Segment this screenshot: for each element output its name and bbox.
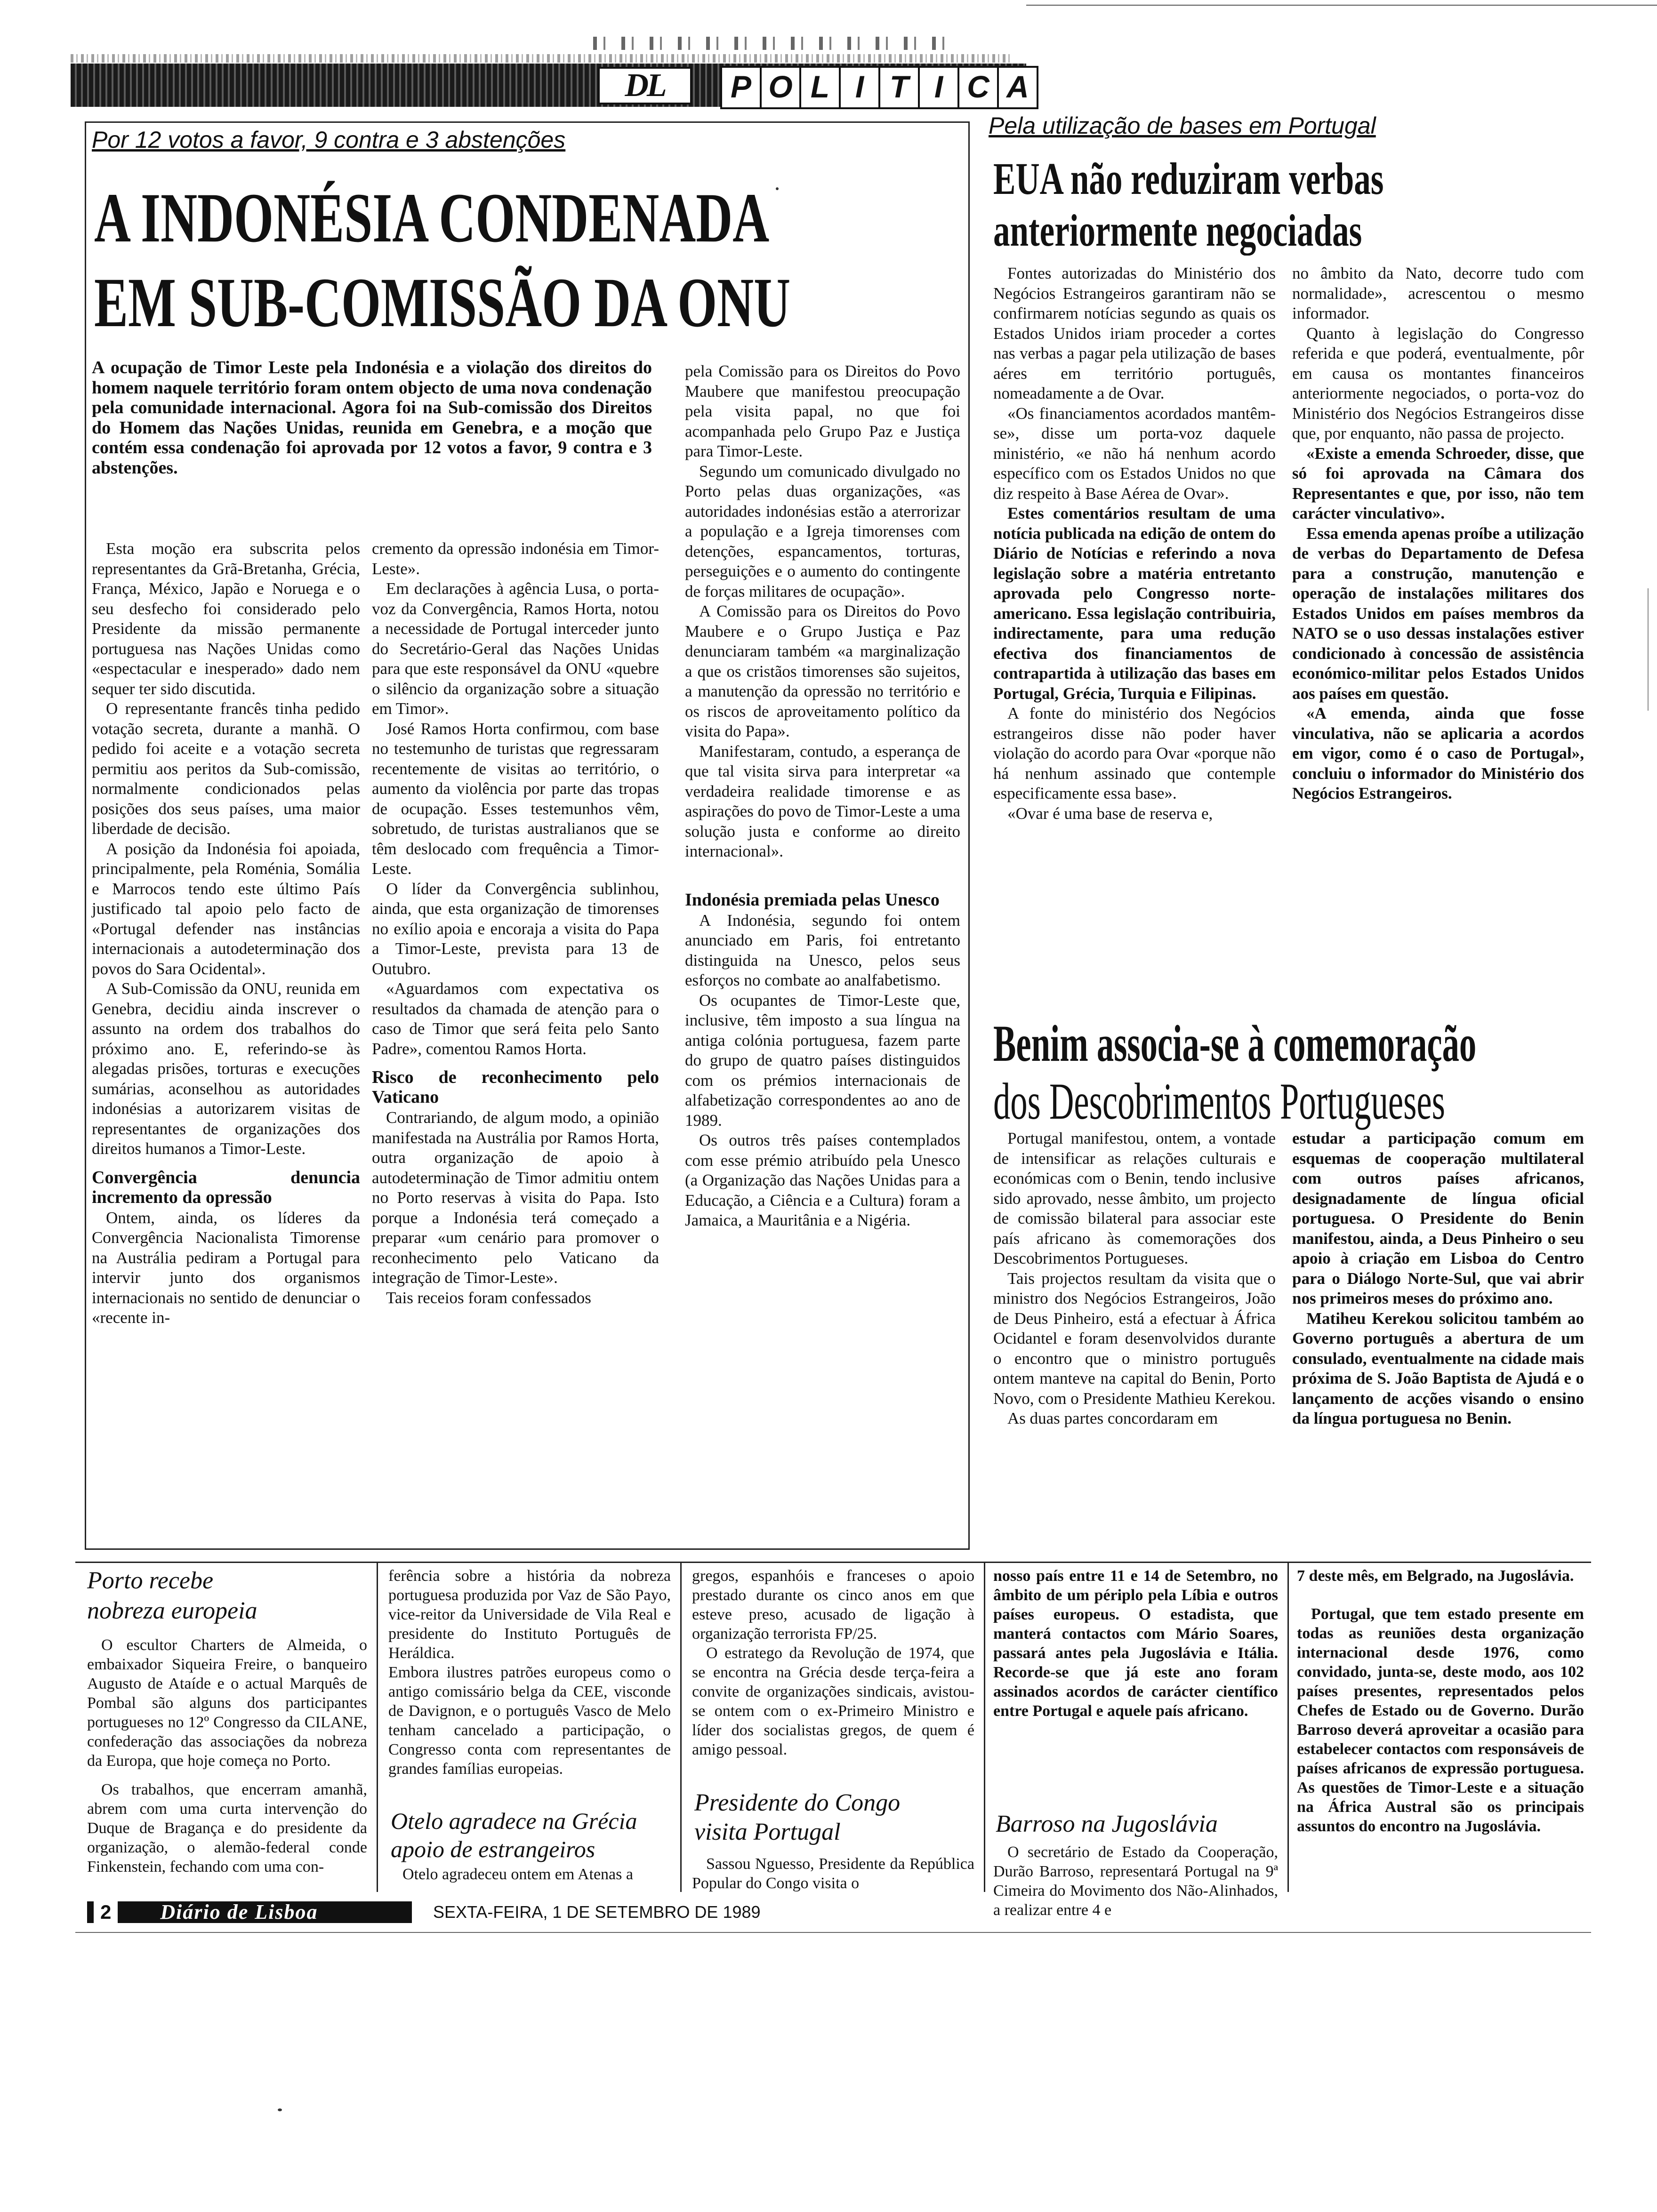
porto-headline-line2: nobreza europeia (87, 1597, 257, 1624)
scan-edge-mark (1648, 588, 1649, 711)
porto-headline-line1: Porto recebe (87, 1567, 214, 1594)
otelo-headline-line2: apoio de estrangeiros (391, 1836, 595, 1862)
main-paragraph: Tais receios foram confessados (386, 1288, 591, 1307)
main-paragraph: O líder da Convergência sublinhou, ainda, que esta organização de timorenses no exílio apoia e encoraja a visita do Papa a Timor-Leste, prevista para 13 de Outubro. (372, 879, 659, 978)
otelo-col-1 (388, 1865, 671, 1884)
main-paragraph: A Indonésia, segundo foi ontem anunciado em Paris, foi entretanto distinguida na Unesco, pelos seus esforços no combate ao analfabetismo. (685, 911, 960, 989)
section-letter: I (920, 68, 959, 107)
main-paragraph: Ontem, ainda, os líderes da Convergência Nacionalista Timorense na Austrália pediram a Portugal para intervir junto dos organismos internacionais no sentido de denunciar o «recente in- (92, 1208, 360, 1327)
benim-paragraph: Matiheu Kerekou solicitou também ao Governo português a abertura de um consulado, eventualmente na cidade mais próxima de S. João Baptista de Ajudá e o lançamento de acções visando o ensino da língua portuguesa no Benin. (1292, 1309, 1584, 1427)
main-col-3 (685, 361, 960, 1231)
main-paragraph: Os outros três países contemplados com esse prémio atribuído pela Unesco (a Organização das Nações Unidas para a Educação, a Ciência e a Cultura) foram a Jamaica, a Mauritânia e a Nigéria. (685, 1131, 960, 1229)
benim-paragraph: estudar a participação comum em esquemas de cooperação multilateral com outros países africanos, designadamente de língua oficial portuguesa. O Presidente do Benin manifestou, ainda, a Deus Pinheiro o seu apoio à criação em Lisboa do Centro para o Diálogo Norte-Sul, que vai abrir nos primeiros meses do próximo ano. (1292, 1129, 1584, 1307)
porto-col-1 (87, 1635, 367, 1876)
main-paragraph: Manifestaram, contudo, a esperança de que tal visita sirva para interpretar «a verdadeira realidade timorense e as aspirações do povo de Timor-Leste a uma solução justa e conforme ao direito internacional». (685, 742, 960, 860)
footer-bar (87, 1901, 412, 1923)
benim-paragraph: Portugal manifestou, ontem, a vontade de intensificar as relações culturais e económicas com o Benin, tendo inclusive sido aprovado, nesse âmbito, um projecto de comissão bilateral para associar este país africano às comemorações dos Descobrimentos Portugueses. (993, 1129, 1276, 1267)
benim-col-2 (1292, 1129, 1584, 1429)
masthead-logo (598, 67, 692, 104)
barroso-paragraph: Portugal, que tem estado presente em todas as reuniões desta organização internacional desde 1976, como convidado, junta-se, deste modo, aos 102 países presentes, representados pelos Chefes de Estado ou de Governo. Durão Barroso deverá aproveitar a ocasião para estabelecer contactos com responsáveis de países africanos de expressão portuguesa. As questões de Timor-Leste e a situação na África Austral são os principais assuntos do encontro na Jugoslávia. (1297, 1605, 1584, 1835)
eua-paragraph: «Ovar é uma base de reserva e, (1007, 804, 1213, 823)
eua-col-1 (993, 264, 1276, 824)
main-headline-line2: EM SUB-COMISSÃO DA ONU (94, 264, 791, 342)
eua-col-2 (1292, 264, 1584, 804)
benim-col-1 (993, 1129, 1276, 1429)
footer-rule (75, 1932, 1591, 1933)
barroso-paragraph: O secretário de Estado da Cooperação, Durão Barroso, representará Portugal na 9ª Cimeira do Movimento dos Não-Alinhados, a realizar entre 4 e (993, 1843, 1278, 1919)
footer-paper-name: Diário de Lisboa (160, 1900, 318, 1923)
section-letter: T (880, 68, 920, 107)
main-paragraph: A posição da Indonésia foi apoiada, principalmente, pela Roménia, Somália e Marrocos tendo este último País justificado tal apoio pelo facto de «Portugal defender nas instâncias internacionais a autodeterminação dos povos do Sara Ocidental». (92, 839, 360, 978)
section-letter: L (801, 68, 841, 107)
masthead-logo-text: DL (625, 67, 665, 104)
porto-paragraph: O escultor Charters de Almeida, o embaixador Siqueira Freire, o banqueiro Augusto de Ataíde e o actual Marquês de Pombal são alguns dos participantes portugueses no 12º Congresso da CILANE, confederação das associações da nobreza da Europa, que hoje começa no Porto. (87, 1636, 367, 1770)
otelo-headline-line1: Otelo agradece na Grécia (391, 1808, 637, 1834)
benim-paragraph: As duas partes concordaram em (1007, 1409, 1218, 1427)
otelo-paragraph: O estratego da Revolução de 1974, que se encontra na Grécia desde terça-feira a convite de organizações sindicais, avistou-se ontem com o ex-Primeiro Ministro e líder dos socialistas gregos, de quem é amigo pessoal. (692, 1644, 974, 1758)
section-letter: P (722, 68, 762, 107)
main-paragraph: O representante francês tinha pedido votação secreta, durante a manhã. O pedido foi aceite e a votação secreta permitiu aos peritos da Sub-comissão, normalmente condicionados pelas posições dos seus países, uma maior liberdade de decisão. (92, 699, 360, 838)
porto-paragraph: ferência sobre a história da nobreza portuguesa produzida por Vaz de São Payo, vice-reitor da Universidade de Vila Real e presidente do Instituto Português de Heráldica. (388, 1567, 671, 1662)
top-right-rule (1026, 5, 1657, 6)
page-number: 2 (94, 1901, 118, 1923)
main-paragraph: pela Comissão para os Direitos do Povo Maubere que manifestou preocupação pela visita papal, no que foi acompanhada pelo Grupo Paz e Justiça para Timor-Leste. (685, 362, 960, 460)
scan-speck (776, 187, 779, 190)
barroso-col-1 (993, 1843, 1278, 1920)
main-paragraph: «Aguardamos com expectativa os resultados da chamada de atenção para o caso de Timor que será feita pelo Santo Padre», comentou Ramos Horta. (372, 979, 659, 1058)
main-subhead: Indonésia premiada pelas Unesco (685, 890, 940, 910)
main-paragraph: A Comissão para os Direitos do Povo Maubere e o Grupo Justiça e Paz denunciaram também «a marginalização a que os cristãos timorenses são sujeitos, a manutenção da opressão no território e os riscos de aproveitamento político da visita do Papa». (685, 602, 960, 740)
section-label (720, 66, 1038, 109)
eua-paragraph: «Existe a emenda Schroeder, disse, que só foi aprovada na Câmara dos Representantes e que, por isso, não tem carácter vinculativo». (1292, 444, 1584, 522)
eua-headline-line2: anteriormente negociadas (993, 205, 1362, 256)
footer-date: SEXTA-FEIRA, 1 DE SETEMBRO DE 1989 (433, 1902, 761, 1922)
eua-paragraph: no âmbito da Nato, decorre tudo com normalidade», acrescentou o mesmo informador. (1292, 264, 1584, 322)
scan-speck (278, 2108, 282, 2111)
otelo-col-2 (692, 1566, 974, 1759)
main-paragraph: Os ocupantes de Timor-Leste que, inclusive, têm imposto a sua língua na antiga colónia portuguesa, fazem parte do grupo de quatro países distinguidos com os prémios internacionais de alfabetização correspondentes ao ano de 1989. (685, 991, 960, 1130)
congo-paragraph: Sassou Nguesso, Presidente da República Popular do Congo visita o (692, 1855, 974, 1892)
congo-col-2 (993, 1566, 1278, 1721)
section-letter: C (959, 68, 999, 107)
eua-headline-line1: EUA não reduziram verbas (993, 153, 1384, 204)
porto-col-2 (388, 1566, 671, 1779)
barroso-paragraph: 7 deste mês, em Belgrado, na Jugoslávia. (1297, 1567, 1574, 1585)
eua-paragraph: Quanto à legislação do Congresso referida e que poderá, eventualmente, pôr em causa os montantes financeiros anteriormente negociados, o porta-voz do Ministério dos Negócios Estrangeiros disse que, por enquanto, não passa de projecto. (1292, 324, 1584, 442)
barroso-col-2 (1297, 1566, 1584, 1836)
section-letter: I (841, 68, 880, 107)
main-paragraph: José Ramos Horta confirmou, com base no testemunho de turistas que regressaram recentemente de visitas ao território, o aumento da violência por parte das tropas de ocupação. Esses testemunhos vêm, sobretudo, de turistas australianos que se têm deslocado com frequência a Timor-Leste. (372, 719, 659, 878)
eua-paragraph: Essa emenda apenas proíbe a utilização de verbas do Departamento de Defesa para a construção, manutenção e operação de instalações militares dos Estados Unidos em países membros da NATO se o uso dessas instalações estiver condicionado à concessão de assistência económico-militar pelos Estados Unidos aos países em questão. (1292, 524, 1584, 703)
header-top-smudge (593, 37, 951, 50)
otelo-paragraph: gregos, espanhóis e franceses o apoio prestado durante os cinco anos em que esteve preso, acusado de ligação à organização terrorista FP/25. (692, 1567, 974, 1643)
benim-paragraph: Tais projectos resultam da visita que o ministro dos Negócios Estrangeiros, João de Deus Pinheiro, está a efectuar à África Ocidantel e foram desenvolvidos durante o encontro que o ministro português ontem manteve na capital do Benin, Porto Novo, com o Presidente Mathieu Kerekou. (993, 1269, 1276, 1408)
bottom-col-divider (377, 1563, 378, 1892)
eua-paragraph: A fonte do ministério dos Negócios estrangeiros disse não poder haver violação do acordo para Ovar «porque não há nenhum assinado que contemple especificamente essa base». (993, 704, 1276, 802)
porto-paragraph: Embora ilustres patrões europeus como o antigo comissário belga da CEE, visconde de Davignon, e o português Vasco de Melo tenham cancelado a participação, o Congresso conta com representantes de grandes famílias europeias. (388, 1664, 671, 1778)
eua-paragraph: «A emenda, ainda que fosse vinculativa, não se aplicaria a acordos em vigor, como é o caso de Portugal», concluiu o informador do Ministério dos Negócios Estrangeiros. (1292, 704, 1584, 802)
section-letter: A (1006, 69, 1029, 104)
main-paragraph: A Sub-Comissão da ONU, reunida em Genebra, decidiu ainda inscrever o assunto na ordem dos trabalhos do próximo ano. E, referindo-se às alegadas prisões, torturas e execuções sumárias, aconselhou as autoridades indonésias a autorizarem visitas de representantes de organizações dos direitos humanos a Timor-Leste. (92, 979, 360, 1158)
congo-headline-line1: Presidente do Congo (694, 1789, 901, 1816)
main-paragraph: Esta moção era subscrita pelos representantes da Grã-Bretanha, Grécia, França, México, Japão e Noruega e o seu desfecho foi considerado pelo Presidente da missão permanente portuguesa nas Nações Unidas como «espectacular e inesperado» dado nem sequer ter sido discutida. (92, 539, 360, 698)
main-paragraph: Contrariando, de algum modo, a opinião manifestada na Austrália por Ramos Horta, outra organização de apoio à autodeterminação de Timor admitiu ontem no Porto reservas à visita do Papa. Isto porque a Indonésia terá começado a preparar «um cenário para promover o reconhecimento pelo Vaticano da integração de Timor-Leste». (372, 1108, 659, 1287)
eua-kicker: Pela utilização de bases em Portugal (989, 112, 1376, 139)
eua-paragraph: Estes comentários resultam de uma notícia publicada na edição de ontem do Diário de Notícias e referindo a nova legislação sobre a matéria entretanto aprovada pelo Congresso norte-americano. Essa legislação contribuiria, indirectamente, para uma redução efectiva dos financiamentos de contrapartida à utilização das bases em Portugal, Grécia, Turquia e Filipinas. (993, 504, 1276, 703)
bottom-col-divider (680, 1563, 682, 1892)
main-paragraph: Segundo um comunicado divulgado no Porto pelas duas organizações, «as autoridades indonésias estão a aterrorizar a população e a Igreja timorenses com detenções, espancamentos, torturas, perseguições e o aumento do contingente de forças militares de ocupação». (685, 462, 960, 601)
section-letter: O (762, 68, 801, 107)
main-paragraph: cremento da opressão indonésia em Timor-Leste». (372, 539, 659, 578)
main-lead: A ocupação de Timor Leste pela Indonésia e a violação dos direitos do homem naquele território foram ontem objecto de uma nova condenação pela comunidade internacional. Agora foi na Sub-comissão dos Direitos do Homem das Nações Unidas, reunida em Genebra, e a moção que contém essa condenação foi aprovada por 12 votos a favor, 9 contra e 3 abstenções. (92, 358, 652, 478)
bottom-strip-rule (75, 1562, 1591, 1563)
main-col-1 (92, 539, 360, 1328)
main-col-2 (372, 539, 659, 1308)
porto-paragraph: Os trabalhos, que encerram amanhã, abrem com uma curta intervenção do Duque de Bragança e do presidente da organização, o alemão-federal conde Finkenstein, fechando com uma con- (87, 1781, 367, 1875)
bottom-col-divider (984, 1563, 985, 1892)
benim-headline-line2: dos Descobrimentos Portugueses (993, 1073, 1445, 1130)
eua-paragraph: Fontes autorizadas do Ministério dos Negócios Estrangeiros garantiram não se confirmarem notícias segundo as quais os Estados Unidos iriam proceder a cortes nas verbas a pagar pela utilização de bases aéres em território português, nomeadamente a de Ovar. (993, 264, 1276, 402)
barroso-headline: Barroso na Jugoslávia (996, 1811, 1218, 1837)
main-headline-line1: A INDONÉSIA CONDENADA (94, 179, 770, 257)
congo-col-1 (692, 1854, 974, 1893)
main-subhead: Risco de reconhecimento pelo Vaticano (372, 1067, 659, 1107)
main-kicker: Por 12 votos a favor, 9 contra e 3 abstenções (92, 127, 566, 153)
bottom-col-divider (1287, 1563, 1289, 1892)
main-subhead: Convergência denuncia incremento da opressão (92, 1167, 360, 1207)
otelo-paragraph: Otelo agradeceu ontem em Atenas a (402, 1866, 633, 1883)
eua-paragraph: «Os financiamentos acordados mantêm-se», disse um porta-voz daquele ministério, «e não há nenhum acordo específico com os Estados Unidos no que diz respeito à Base Aérea de Ovar». (993, 404, 1276, 503)
benim-headline-line1: Benim associa-se à comemoração (993, 1015, 1477, 1072)
main-paragraph: Em declarações à agência Lusa, o porta-voz da Convergência, Ramos Horta, notou a necessidade de Portugal interceder junto do Secretário-Geral das Nações Unidas para que este responsável da ONU «quebre o silêncio da organização sobre a situação em Timor». (372, 579, 659, 718)
header-noise-strip (71, 54, 1012, 63)
congo-headline-line2: visita Portugal (694, 1819, 841, 1845)
congo-paragraph: nosso país entre 11 e 14 de Setembro, no âmbito de um périplo pela Líbia e outros países europeus. O estadista, que manterá contactos com Mário Soares, passará antes pela Jugoslávia e Itália. Recorde-se que já este ano foram assinados acordos de carácter científico entre Portugal e aquele país africano. (993, 1567, 1278, 1720)
